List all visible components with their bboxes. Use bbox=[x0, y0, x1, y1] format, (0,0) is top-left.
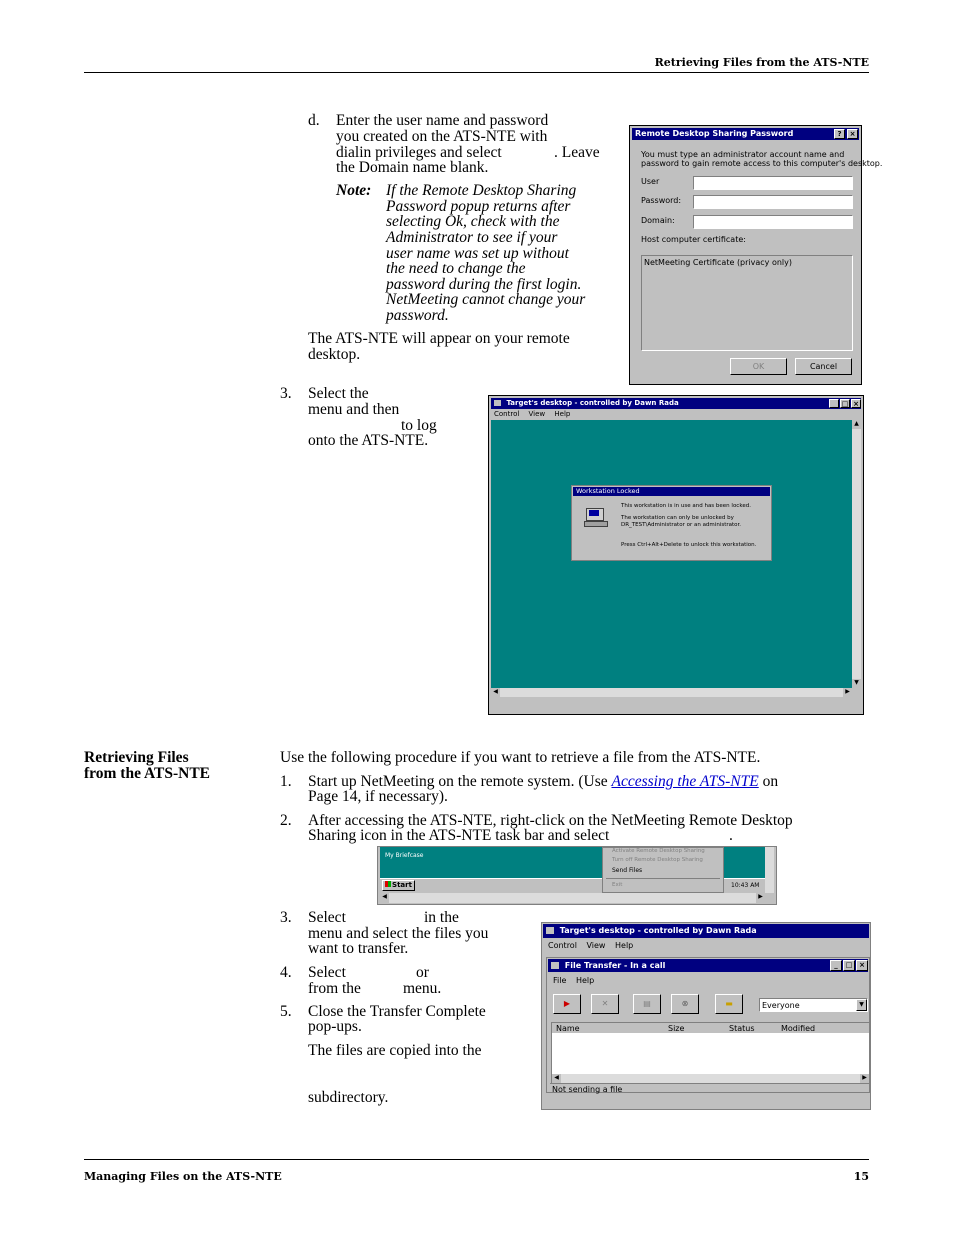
workstation-locked-dialog bbox=[571, 485, 772, 561]
recipient-value: Everyone bbox=[762, 1001, 800, 1010]
step2-line-2: Sharing icon in the ATS-NTE task bar and select bbox=[308, 827, 610, 844]
files-note-line-1: The files are copied into the bbox=[308, 1042, 482, 1059]
file-list[interactable] bbox=[551, 1022, 870, 1084]
cancel-button[interactable]: Cancel bbox=[795, 358, 852, 375]
password-dialog-msg-1: You must type an administrator account name and bbox=[641, 150, 845, 159]
domain-field[interactable] bbox=[693, 215, 853, 229]
menu-help[interactable]: Help bbox=[575, 976, 595, 985]
menu-item-send-files[interactable]: Send Files bbox=[612, 867, 643, 874]
step3a-line-1: Select the bbox=[308, 385, 369, 402]
after-line-2: desktop. bbox=[308, 346, 361, 363]
cert-label: Host computer certificate: bbox=[641, 235, 746, 244]
briefcase-label[interactable]: My Briefcase bbox=[385, 852, 424, 859]
user-field[interactable] bbox=[693, 176, 853, 190]
file-transfer-titlebar bbox=[548, 959, 868, 972]
menu-file[interactable]: File bbox=[553, 976, 567, 985]
menu-item-exit[interactable]: Exit bbox=[612, 882, 623, 888]
menu-item-turn-off[interactable]: Turn off Remote Desktop Sharing bbox=[612, 857, 703, 863]
locked-line-4: Press Ctrl+Alt+Delete to unlock this workstation. bbox=[621, 542, 757, 548]
column-modified[interactable]: Modified bbox=[781, 1024, 816, 1033]
locked-line-3: DR_TEST\Administrator or an administrator. bbox=[621, 522, 742, 528]
target-window-titlebar bbox=[491, 398, 861, 409]
recipient-dropdown[interactable] bbox=[759, 998, 868, 1012]
taskbar-clock: 10:43 AM bbox=[731, 882, 760, 889]
step3a-line-3: to log bbox=[401, 417, 437, 434]
help-icon[interactable]: ? bbox=[834, 129, 845, 139]
locked-title: Workstation Locked bbox=[576, 487, 640, 495]
locked-line-1: This workstation is in use and has been locked. bbox=[621, 503, 751, 509]
close-icon[interactable]: × bbox=[851, 399, 861, 408]
column-size[interactable]: Size bbox=[668, 1024, 685, 1033]
maximize-icon[interactable]: □ bbox=[841, 400, 849, 408]
transfer-outer-title: Target's desktop - controlled by Dawn Rada bbox=[559, 926, 757, 935]
horizontal-scrollbar[interactable]: ◀ ▶ bbox=[491, 688, 852, 697]
step3a-line-4: onto the ATS-NTE. bbox=[308, 432, 429, 449]
step1-text-after: on bbox=[762, 773, 779, 790]
step3-line-3: want to transfer. bbox=[308, 940, 409, 957]
transfer-outer-window bbox=[541, 922, 871, 1110]
section-heading-2: from the ATS-NTE bbox=[84, 765, 211, 782]
files-note-line-2: subdirectory. bbox=[308, 1089, 389, 1106]
monitor-icon bbox=[546, 927, 554, 934]
accessing-link[interactable]: Accessing the ATS-NTE bbox=[611, 773, 759, 790]
footer-rule bbox=[84, 1159, 869, 1160]
close-icon[interactable]: × bbox=[856, 960, 868, 971]
footer-left: Managing Files on the ATS-NTE bbox=[84, 1170, 282, 1183]
menu-item-activate[interactable]: Activate Remote Desktop Sharing bbox=[612, 848, 705, 854]
target-desktop-window bbox=[488, 395, 864, 715]
note-line-9: password. bbox=[386, 307, 449, 324]
status-text: Not sending a file bbox=[552, 1085, 623, 1094]
note-label: Note: bbox=[336, 182, 372, 199]
step3-line-2: menu and select the files you bbox=[308, 925, 489, 942]
chevron-down-icon[interactable]: ▼ bbox=[856, 999, 867, 1011]
step-d-line-3b: . Leave bbox=[554, 144, 600, 161]
section-heading-1: Retrieving Files bbox=[84, 749, 189, 766]
file-transfer-menubar bbox=[553, 976, 601, 985]
step-d-label: d. bbox=[308, 112, 320, 129]
column-status[interactable]: Status bbox=[729, 1024, 755, 1033]
start-button[interactable]: Start bbox=[382, 880, 415, 891]
remove-files-icon[interactable]: ✕ bbox=[591, 994, 619, 1014]
step2-num: 2. bbox=[280, 812, 292, 829]
menu-view[interactable]: View bbox=[586, 941, 606, 950]
menu-help[interactable]: Help bbox=[615, 941, 634, 950]
step4-num: 4. bbox=[280, 964, 292, 981]
maximize-icon[interactable]: □ bbox=[843, 960, 855, 971]
note-line-5: user name was set up without bbox=[386, 245, 569, 262]
password-field[interactable] bbox=[693, 195, 853, 209]
step5-num: 5. bbox=[280, 1003, 292, 1020]
step2-line-1: After accessing the ATS-NTE, right-click on the NetMeeting Remote Desktop bbox=[308, 812, 793, 829]
cert-value: NetMeeting Certificate (privacy only) bbox=[644, 258, 793, 267]
computer-lock-icon bbox=[584, 508, 606, 526]
windows-logo-icon bbox=[385, 881, 391, 887]
transfer-outer-titlebar bbox=[543, 924, 869, 938]
monitor-icon bbox=[494, 400, 501, 406]
step3a-line-2: menu and then bbox=[308, 401, 400, 418]
page-number: 15 bbox=[853, 1170, 869, 1183]
target-window-title: Target's desktop - controlled by Dawn Rada bbox=[506, 399, 679, 407]
menu-help[interactable]: Help bbox=[554, 410, 571, 418]
note-line-4: Administrator to see if your bbox=[386, 229, 558, 246]
minimize-icon[interactable]: _ bbox=[830, 960, 842, 971]
after-line-1: The ATS-NTE will appear on your remote bbox=[308, 330, 570, 347]
step4-line-2a: from the bbox=[308, 980, 361, 997]
cert-box[interactable] bbox=[641, 255, 853, 351]
locked-line-2: The workstation can only be unlocked by bbox=[621, 515, 734, 521]
note-line-7: password during the first login. bbox=[386, 276, 582, 293]
send-all-icon[interactable]: ▤ bbox=[633, 994, 661, 1014]
ok-button[interactable]: OK bbox=[730, 358, 787, 375]
password-dialog-title: Remote Desktop Sharing Password bbox=[635, 129, 794, 138]
step-d-line-3: dialin privileges and select bbox=[336, 144, 502, 161]
file-transfer-window bbox=[546, 957, 870, 1093]
step2-line-2-end: . bbox=[729, 827, 733, 844]
file-list-header bbox=[552, 1023, 869, 1033]
target-menubar bbox=[494, 410, 577, 418]
note-line-2: Password popup returns after bbox=[386, 198, 571, 215]
menu-separator bbox=[606, 878, 720, 879]
menu-control[interactable]: Control bbox=[548, 941, 577, 950]
step-d-line-4: the Domain name blank. bbox=[336, 159, 489, 176]
screenshot-hscroll[interactable]: ◀ ▶ bbox=[380, 893, 765, 903]
step1-line-2: Page 14, if necessary). bbox=[308, 788, 448, 805]
note-line-6: the need to change the bbox=[386, 260, 526, 277]
running-header: Retrieving Files from the ATS-NTE bbox=[654, 56, 869, 69]
domain-label: Domain: bbox=[641, 216, 675, 225]
transfer-outer-menubar bbox=[548, 941, 640, 950]
header-rule bbox=[84, 72, 869, 73]
step4-line-2b: menu. bbox=[403, 980, 442, 997]
file-transfer-icon bbox=[551, 962, 559, 969]
step3a-num: 3. bbox=[280, 385, 292, 402]
step-d-line-2: you created on the ATS-NTE with bbox=[336, 128, 548, 145]
menu-view[interactable]: View bbox=[528, 410, 546, 418]
step3-line-1b: in the bbox=[424, 909, 459, 926]
file-transfer-title: File Transfer - In a call bbox=[564, 961, 666, 970]
step-d-line-1: Enter the user name and password bbox=[336, 112, 549, 129]
file-list-hscroll[interactable]: ◀ ▶ bbox=[552, 1074, 869, 1083]
column-name[interactable]: Name bbox=[556, 1024, 580, 1033]
close-icon[interactable]: × bbox=[847, 129, 858, 139]
step4-line-1a: Select bbox=[308, 964, 346, 981]
section-intro: Use the following procedure if you want to retrieve a file from the ATS-NTE. bbox=[280, 749, 761, 766]
note-line-8: NetMeeting cannot change your bbox=[386, 291, 586, 308]
step3-num: 3. bbox=[280, 909, 292, 926]
taskbar-screenshot bbox=[377, 846, 777, 905]
open-folder-icon[interactable]: ▬ bbox=[715, 994, 743, 1014]
step1-num: 1. bbox=[280, 773, 292, 790]
add-files-icon[interactable]: ▶ bbox=[553, 994, 581, 1014]
password-dialog-msg-2: password to gain remote access to this computer's desktop. bbox=[641, 159, 883, 168]
locked-titlebar bbox=[573, 487, 770, 496]
stop-sending-icon[interactable]: ⊗ bbox=[671, 994, 699, 1014]
step5-line-1: Close the Transfer Complete bbox=[308, 1003, 486, 1020]
password-dialog bbox=[629, 125, 883, 385]
note-line-1: If the Remote Desktop Sharing bbox=[386, 182, 577, 199]
minimize-icon[interactable]: _ bbox=[829, 399, 839, 408]
password-dialog-titlebar bbox=[632, 128, 859, 140]
screenshot-vscroll[interactable] bbox=[765, 847, 774, 893]
vertical-scrollbar[interactable]: ▲ ▼ bbox=[852, 420, 861, 688]
menu-control[interactable]: Control bbox=[494, 410, 520, 418]
step5-line-2: pop-ups. bbox=[308, 1018, 362, 1035]
step3-line-1a: Select bbox=[308, 909, 346, 926]
step4-line-1b: or bbox=[416, 964, 429, 981]
password-label: Password: bbox=[641, 196, 682, 205]
step1-text-before: Start up NetMeeting on the remote system. (Use bbox=[308, 773, 608, 790]
user-label: User bbox=[641, 177, 660, 186]
context-menu bbox=[602, 847, 724, 893]
note-line-3: selecting Ok, check with the bbox=[386, 213, 560, 230]
status-bar bbox=[550, 1083, 868, 1094]
